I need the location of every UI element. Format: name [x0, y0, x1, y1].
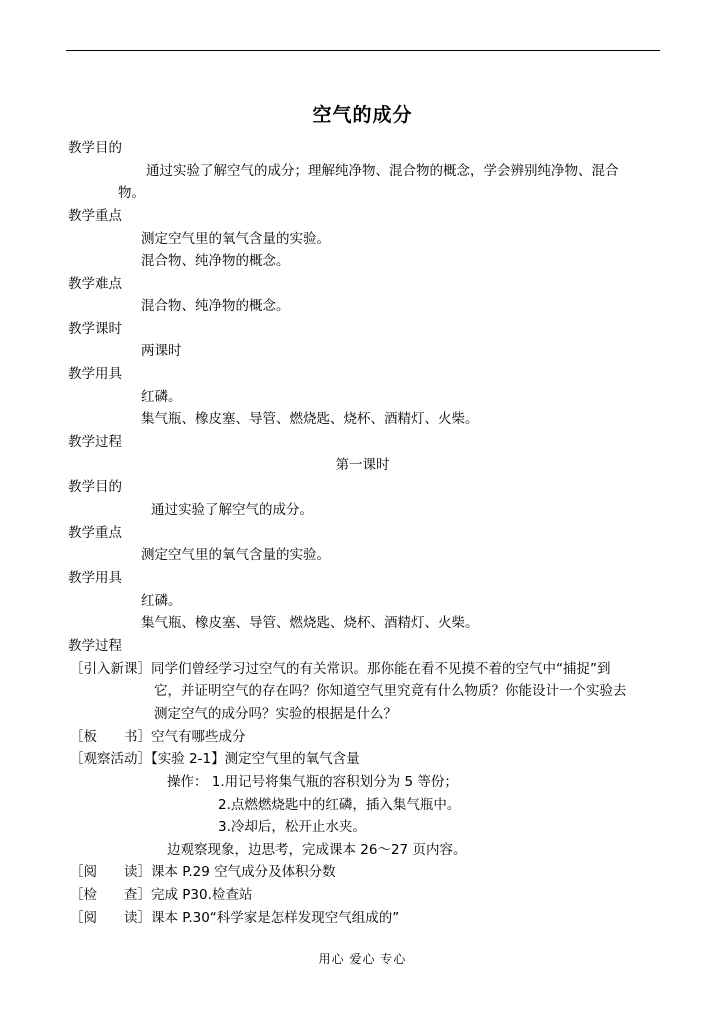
- procedure-step: 2.点燃燃烧匙中的红磷，插入集气瓶中。: [218, 797, 461, 813]
- procedure-step: 3.冷却后，松开止水夹。: [218, 819, 366, 835]
- heading-teaching-tools: 教学用具: [68, 570, 122, 586]
- intro-paragraph-line: 测定空气的成分吗？实验的根据是什么？: [154, 706, 397, 722]
- page-title: 空气的成分: [312, 104, 413, 126]
- page-footer: 用心 爱心 专心: [318, 952, 407, 966]
- body-line: 测定空气里的氧气含量的实验。: [141, 231, 330, 247]
- header-rule: [66, 50, 660, 51]
- body-line: 混合物、纯净物的概念。: [141, 253, 290, 269]
- heading-teaching-objective: 教学目的: [68, 140, 122, 156]
- intro-paragraph-line: 它，并证明空气的存在吗？你知道空气里究竟有什么物质？你能设计一个实验去: [154, 683, 627, 699]
- body-line: 边观察现象，边思考，完成课本 26～27 页内容。: [167, 842, 467, 858]
- observation-activity-line: ［观察活动］【实验 2-1】测定空气里的氧气含量: [70, 751, 360, 767]
- body-line: 集气瓶、橡皮塞、导管、燃烧匙、烧杯、酒精灯、火柴。: [141, 411, 479, 427]
- body-line: 物。: [118, 185, 145, 201]
- heading-class-hours: 教学课时: [68, 321, 122, 337]
- heading-teaching-focus: 教学重点: [68, 525, 122, 541]
- heading-teaching-tools: 教学用具: [68, 366, 122, 382]
- body-line: 红磷。: [141, 389, 182, 405]
- reading-line: ［阅 读］课本 P.29 空气成分及体积分数: [70, 864, 336, 880]
- procedure-step: 操作： 1.用记号将集气瓶的容积划分为 5 等份；: [167, 774, 458, 790]
- intro-paragraph-line: ［引入新课］同学们曾经学习过空气的有关常识。那你能在看不见摸不着的空气中“捕捉”到: [70, 661, 611, 677]
- heading-teaching-focus: 教学重点: [68, 208, 122, 224]
- body-line: 通过实验了解空气的成分。: [151, 502, 313, 518]
- body-line: 两课时: [141, 343, 182, 359]
- body-line: 通过实验了解空气的成分；理解纯净物、混合物的概念，学会辨别纯净物、混合: [146, 163, 619, 179]
- reading-line: ［阅 读］课本 P.30“科学家是怎样发现空气组成的”: [70, 910, 400, 926]
- body-line: 红磷。: [141, 593, 182, 609]
- heading-teaching-process: 教学过程: [68, 434, 122, 450]
- heading-teaching-difficulty: 教学难点: [68, 276, 122, 292]
- heading-teaching-process: 教学过程: [68, 638, 122, 654]
- check-line: ［检 查］完成 P30.检查站: [70, 887, 253, 903]
- body-line: 测定空气里的氧气含量的实验。: [141, 547, 330, 563]
- body-line: 混合物、纯净物的概念。: [141, 298, 290, 314]
- section-heading-first-lesson: 第一课时: [335, 457, 390, 473]
- body-line: 集气瓶、橡皮塞、导管、燃烧匙、烧杯、酒精灯、火柴。: [141, 615, 479, 631]
- blackboard-line: ［板 书］空气有哪些成分: [70, 729, 246, 745]
- heading-teaching-objective: 教学目的: [68, 479, 122, 495]
